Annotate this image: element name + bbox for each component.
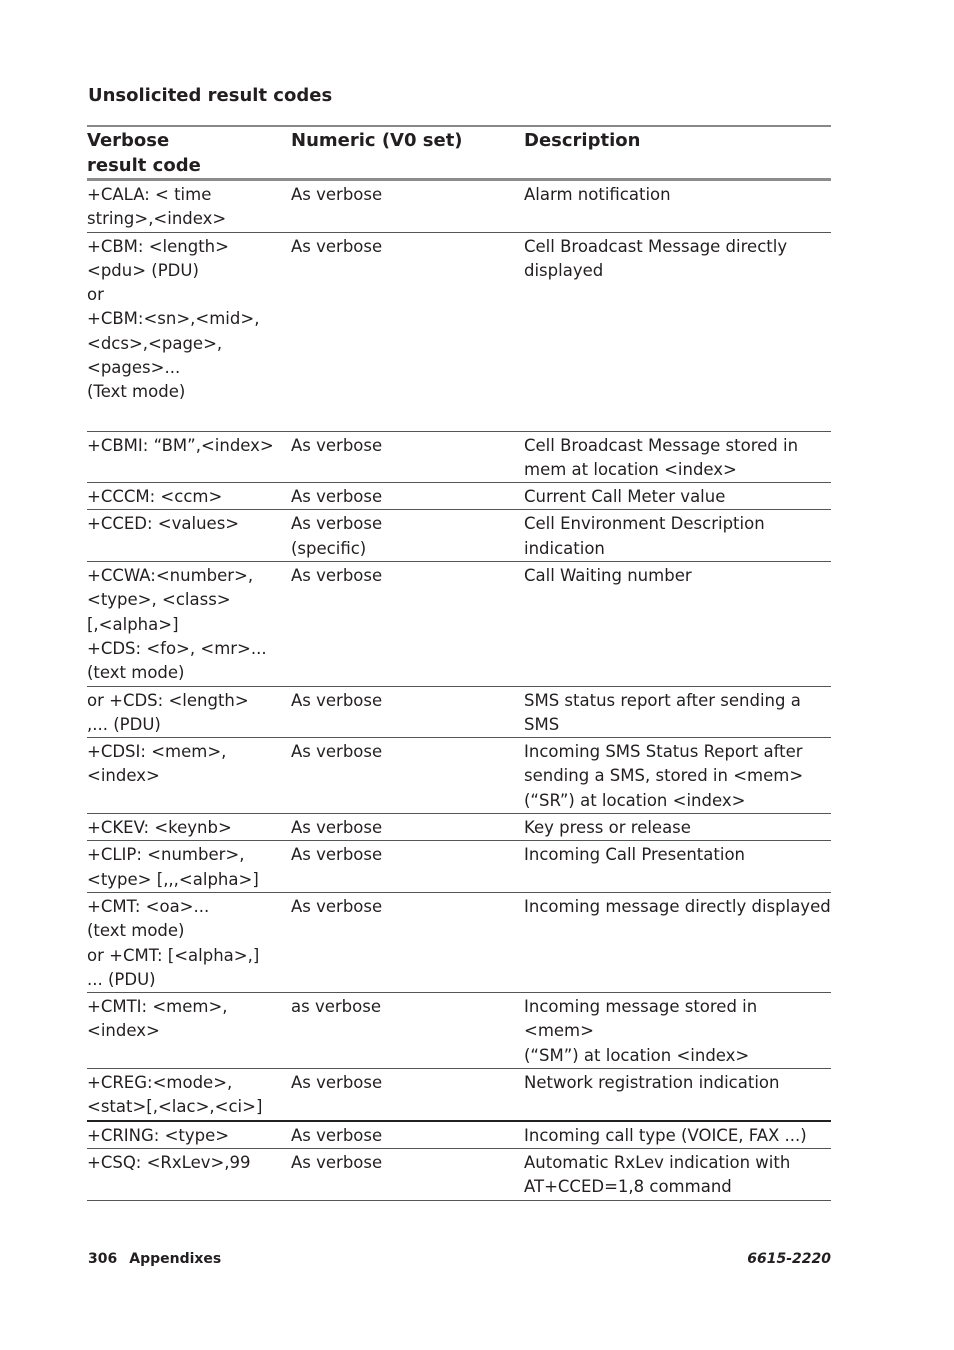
table-row xyxy=(87,510,831,562)
verbose-code-cell: or +CDS: <length> ,... (PDU) xyxy=(87,686,291,738)
description-cell: Incoming Call Presentation xyxy=(524,841,831,893)
description-cell: Alarm notification xyxy=(524,180,831,233)
description-cell: Incoming message stored in <mem> (“SM”) at location <index> xyxy=(524,993,831,1069)
numeric-cell: As verbose xyxy=(291,1121,524,1149)
verbose-code-cell: +CKEV: <keynb> xyxy=(87,814,291,841)
table-row xyxy=(87,1148,831,1200)
table-row xyxy=(87,232,831,431)
table-row xyxy=(87,841,831,893)
verbose-code-cell: +CALA: < time string>,<index> xyxy=(87,180,291,233)
page-footer-left xyxy=(88,1251,221,1267)
header-verbose-result-code: Verbose result code xyxy=(87,126,291,180)
description-cell: Call Waiting number xyxy=(524,562,831,686)
description-cell: Automatic RxLev indication with AT+CCED=1,8 command xyxy=(524,1148,831,1200)
description-cell: Current Call Meter value xyxy=(524,483,831,510)
description-cell: Incoming call type (VOICE, FAX ...) xyxy=(524,1121,831,1149)
result-codes-table xyxy=(87,125,831,1201)
numeric-cell: As verbose xyxy=(291,562,524,686)
section-title: Unsolicited result codes xyxy=(88,85,333,106)
numeric-cell: As verbose xyxy=(291,814,524,841)
document-number: 6615-2220 xyxy=(747,1251,831,1267)
description-cell: Incoming SMS Status Report after sending a SMS, stored in <mem> (“SR”) at location <index> xyxy=(524,738,831,814)
verbose-code-cell: +CMT: <oa>... (text mode) or +CMT: [<alpha>,] ... (PDU) xyxy=(87,892,291,992)
description-cell: SMS status report after sending a SMS xyxy=(524,686,831,738)
verbose-code-cell: +CDSI: <mem>, <index> xyxy=(87,738,291,814)
table-row xyxy=(87,431,831,483)
description-cell: Key press or release xyxy=(524,814,831,841)
table-row xyxy=(87,483,831,510)
verbose-code-cell: +CCWA:<number>, <type>, <class> [,<alpha>] +CDS: <fo>, <mr>... (text mode) xyxy=(87,562,291,686)
verbose-code-cell: +CMTI: <mem>, <index> xyxy=(87,993,291,1069)
numeric-cell: As verbose xyxy=(291,892,524,992)
verbose-code-cell: +CLIP: <number>, <type> [,,,<alpha>] xyxy=(87,841,291,893)
verbose-code-cell: +CSQ: <RxLev>,99 xyxy=(87,1148,291,1200)
table-row xyxy=(87,814,831,841)
verbose-code-cell: +CCED: <values> xyxy=(87,510,291,562)
numeric-cell: As verbose xyxy=(291,431,524,483)
verbose-code-cell: +CBMI: “BM”,<index> xyxy=(87,431,291,483)
description-cell: Incoming message directly displayed xyxy=(524,892,831,992)
header-numeric: Numeric (V0 set) xyxy=(291,126,524,180)
numeric-cell: As verbose xyxy=(291,483,524,510)
verbose-code-cell: +CBM: <length> <pdu> (PDU) or +CBM:<sn>,<mid>, <dcs>,<page>, <pages>... (Text mode) xyxy=(87,232,291,431)
table-row xyxy=(87,892,831,992)
page-number: 306 xyxy=(88,1251,118,1267)
description-cell: Network registration indication xyxy=(524,1069,831,1121)
numeric-cell: as verbose xyxy=(291,993,524,1069)
table-row xyxy=(87,993,831,1069)
table-row xyxy=(87,562,831,686)
footer-section-name: Appendixes xyxy=(129,1251,222,1267)
numeric-cell: As verbose xyxy=(291,1148,524,1200)
numeric-cell: As verbose xyxy=(291,232,524,431)
description-cell: Cell Broadcast Message directly displayed xyxy=(524,232,831,431)
header-description: Description xyxy=(524,126,831,180)
table-row xyxy=(87,686,831,738)
numeric-cell: As verbose xyxy=(291,686,524,738)
table-row xyxy=(87,738,831,814)
verbose-code-cell: +CRING: <type> xyxy=(87,1121,291,1149)
numeric-cell: As verbose xyxy=(291,180,524,233)
numeric-cell: As verbose xyxy=(291,841,524,893)
description-cell: Cell Environment Description indication xyxy=(524,510,831,562)
verbose-code-cell: +CREG:<mode>, <stat>[,<lac>,<ci>] xyxy=(87,1069,291,1121)
table-row xyxy=(87,180,831,233)
description-cell: Cell Broadcast Message stored in mem at location <index> xyxy=(524,431,831,483)
verbose-code-cell: +CCCM: <ccm> xyxy=(87,483,291,510)
numeric-cell: As verbose xyxy=(291,738,524,814)
numeric-cell: As verbose (specific) xyxy=(291,510,524,562)
table-row xyxy=(87,1069,831,1121)
table-row xyxy=(87,1121,831,1149)
numeric-cell: As verbose xyxy=(291,1069,524,1121)
table-header-row xyxy=(87,126,831,180)
